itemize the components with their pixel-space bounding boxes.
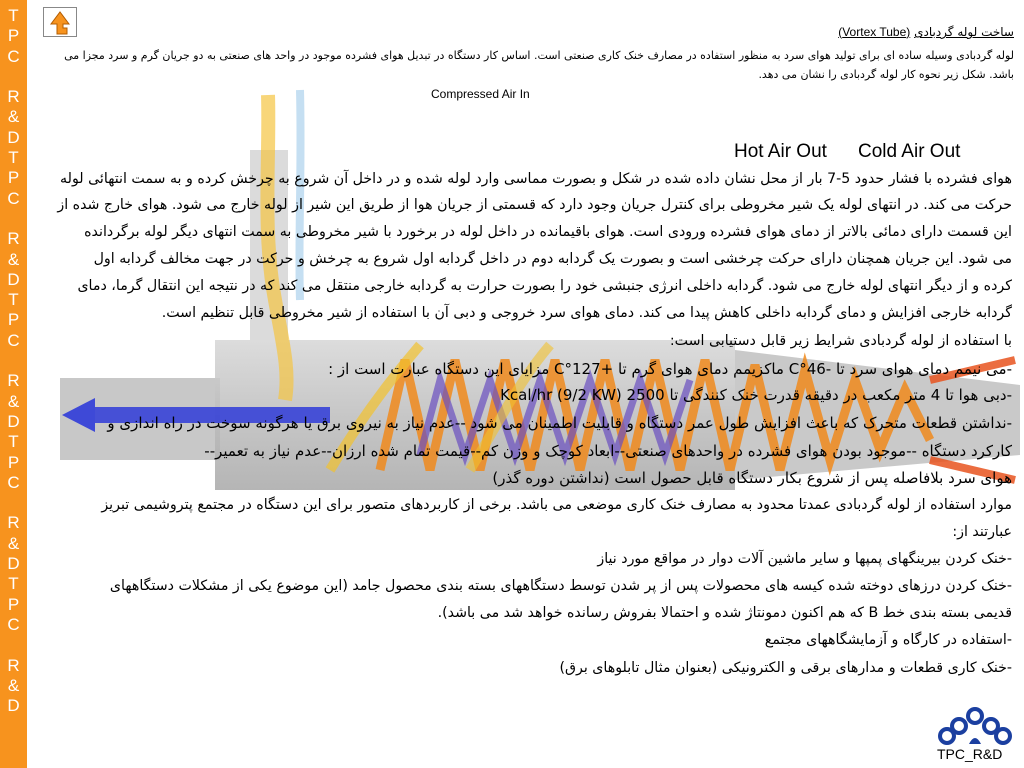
sidebar-letter: &: [7, 391, 20, 411]
sidebar-letter: &: [7, 249, 20, 269]
sidebar-letter: T: [8, 574, 19, 594]
sidebar-letter: P: [7, 594, 20, 614]
sidebar-letter: &: [7, 107, 20, 127]
sidebar-letter: &: [7, 533, 20, 553]
uses-item: -استفاده در کارگاه و آزمایشگاههای مجتمع: [764, 632, 1012, 648]
hot-air-label: Hot Air Out: [734, 141, 827, 162]
sidebar-letter: T: [8, 6, 19, 25]
body-line: این قسمت دارای دمائی بالاتر از دمای هوای فشرده ورودی است. هوای باقیمانده در داخل لوله در برخورد با شیر مخروطی به سمت انتهای دیگر لوله برگردانده: [84, 224, 1012, 240]
cold-air-label: Cold Air Out: [858, 141, 961, 162]
sidebar-letter: T: [8, 290, 19, 310]
body-line: هوای فشرده با فشار حدود 5-7 بار از محل نشان داده شده در شکل و بصورت مماسی وارد لوله شده و در داخل آن شروع به چرخش کرده و به سمت انتهائی لوله: [60, 171, 1012, 187]
sidebar-letter: C: [7, 46, 20, 66]
intro-line: لوله گردبادی وسیله ساده ای برای تولید هوای سرد به منظور استفاده در مصارف خنک کاری صنعتی است. اساس کار دستگاه در تبدیل هوای فشرده موجود در واحد های صنعتی به دو جریان گرم و سرد مجزا می: [64, 49, 1014, 62]
compressed-air-label: Compressed Air In: [431, 87, 530, 101]
uses-item: قدیمی بسته بندی خط B که هم اکنون دمونتاژ شده و احتمالا بفروش رسانده خواهد شد می باشد).: [437, 605, 1012, 621]
body-line: حرکت می کند. در انتهای لوله یک شیر مخروطی برای کنترل جریان وجود دارد که قسمتی از جریان هوا از طریق این شیر از لوله خارج می شود. هوای خارج شده از: [57, 197, 1012, 213]
uses-intro: عبارتند از:: [952, 524, 1012, 540]
title-en: (Vortex Tube): [838, 25, 911, 39]
body-line: کرده و از دیگر انتهای لوله خارج می شود. گردابه داخلی انرژی جنبشی خود را بصورت حرارت به گردابه خارجی منتقل می کند که در نتیجه این انتقال گرما، دمای: [77, 278, 1012, 294]
sidebar-letter: R: [7, 229, 20, 249]
advantages-list-line: هوای سرد بلافاصله پس از شروع بکار دستگاه قابل حصول است (نداشتن دوره گذر): [492, 469, 1012, 487]
sidebar-letter: &: [7, 675, 20, 695]
sidebar-letter: C: [7, 188, 20, 208]
intro-line: باشد. شکل زیر نحوه کار لوله گردبادی را نشان می دهد.: [758, 68, 1014, 81]
sidebar-letter: D: [7, 269, 20, 289]
logo-caption: TPC_R&D: [937, 746, 1003, 762]
uses-item: -خنک کردن درزهای دوخته شده کیسه های محصولات پس از پر شدن توسط دستگاههای بسته بندی محصول جامد (این موضوع یکی از مشکلات دستگاههای: [109, 578, 1012, 594]
conditions-intro: با استفاده از لوله گردبادی شرایط زیر قابل دستیابی است:: [669, 333, 1012, 349]
sidebar-letter: T: [8, 432, 19, 452]
title-fa: ساخت لوله گردبادی: [914, 25, 1014, 39]
sidebar-letter: D: [7, 411, 20, 431]
uses-item: -خنک کاری قطعات و مدارهای برقی و الکترونیکی (بعنوان مثال تابلوهای برق): [559, 660, 1012, 676]
sidebar-letter: P: [7, 26, 20, 46]
temperature-and-advantages-line: -می نیمم دمای هوای سرد تا -46°C ماکزیمم دمای هوای گرم تا +127°C مزایای این دستگاه عبارت است از :: [328, 360, 1012, 378]
body-line: می شود. این جریان همچنان دارای حرکت چرخشی است و بصورت یک گردابه دوم در داخل گردابه اول شروع به چرخش و حرکت در جهت مخالف گردابه اول: [93, 251, 1012, 267]
sidebar-letter: R: [7, 87, 20, 107]
sidebar-letter: R: [7, 655, 20, 675]
sidebar-letter: D: [7, 127, 20, 147]
capacity-line: -دبی هوا تا 4 متر مکعب در دقیقه قدرت خنک کنندگی تا 2500 Kcal/hr (9/2 KW): [500, 386, 1012, 404]
sidebar-letter: T: [8, 148, 19, 168]
sidebar-letter: R: [7, 513, 20, 533]
sidebar-letter: C: [7, 472, 20, 492]
body-line: گردابه خارجی افزایش و دمای گردابه داخلی کاهش پیدا می کند. دمای هوای سرد خروجی و دبی آن با استفاده از شیر مخروطی قابل تنظیم است.: [161, 305, 1012, 321]
sidebar-letter: P: [7, 452, 20, 472]
sidebar-letter: P: [7, 168, 20, 188]
company-logo-icon: [935, 704, 1015, 748]
advantages-list-line: -نداشتن قطعات متحرک که باعث افزایش طول عمر دستگاه و قابلیت اطمینان می شود --عدم نیاز به نیروی برق یا هرگونه سوخت در راه اندازی و: [107, 414, 1012, 432]
uses-item: -خنک کردن بیرینگهای پمپها و سایر ماشین آلات دوار در مواقع مورد نیاز: [597, 551, 1012, 567]
sidebar-letter: D: [7, 554, 20, 574]
uses-intro: موارد استفاده از لوله گردبادی عمدتا محدود به مصارف خنک کاری موضعی می باشد. برخی از کاربردهای متصور برای این دستگاه در مجتمع پتروشیمی تبریز: [101, 497, 1012, 513]
sidebar-letter: D: [7, 696, 20, 716]
sidebar-letter: P: [7, 310, 20, 330]
sidebar-letter: C: [7, 330, 20, 350]
cold-return-flow: [299, 90, 300, 300]
advantages-list-line: کارکرد دستگاه --موجود بودن هوای فشرده در واحدهای صنعتی--ابعاد کوچک و وزن کم--قیمت تمام شده ارزان--عدم نیاز به تعمیر--: [204, 442, 1012, 460]
sidebar-letter: R: [7, 371, 20, 391]
sidebar-letter: C: [7, 614, 20, 634]
